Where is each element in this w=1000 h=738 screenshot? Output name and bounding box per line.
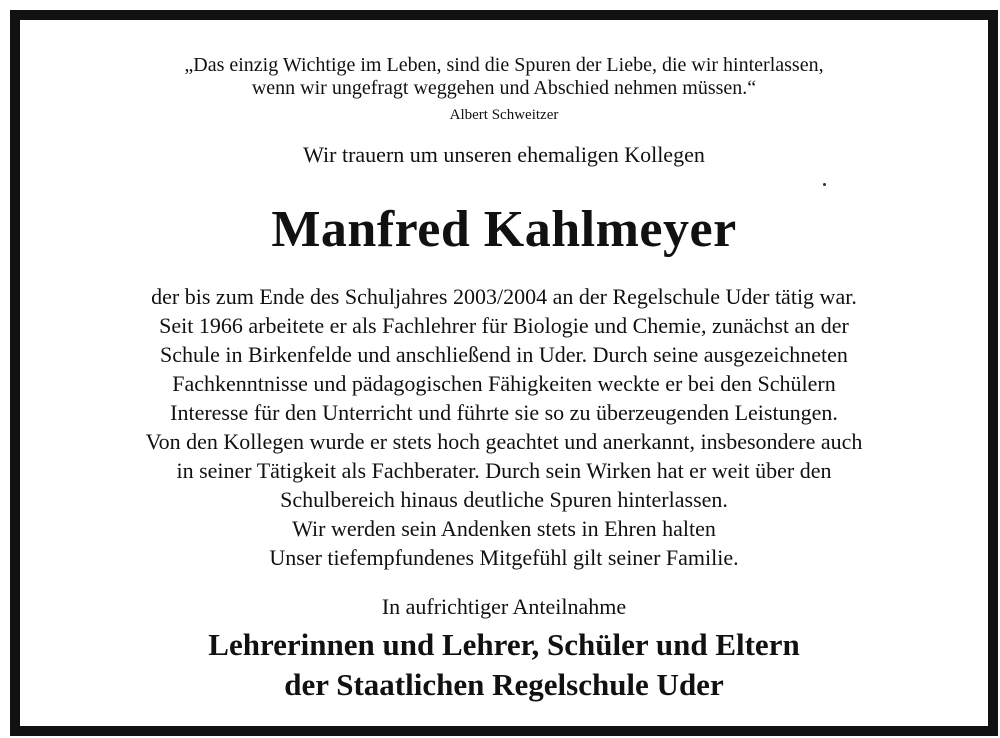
tribute-line: Schule in Birkenfelde und anschließend in Uder. Durch seine ausgezeichneten: [160, 342, 848, 367]
print-speck: [823, 183, 826, 186]
quote-author: Albert Schweitzer: [449, 107, 559, 123]
tribute-line: Von den Kollegen wurde er stets hoch geachtet und anerkannt, insbesondere auch: [145, 429, 863, 454]
tribute-line: Seit 1966 arbeitete er als Fachlehrer für Biologie und Chemie, zunächst an der: [159, 313, 849, 338]
tribute-text: [20, 282, 988, 572]
tribute-line: Interesse für den Unterricht und führte sie so zu überzeugenden Leistungen.: [170, 400, 838, 425]
obituary-content: [20, 20, 988, 726]
intro-text: Wir trauern um unseren ehemaligen Kollegen: [303, 142, 705, 167]
quote-line-2: wenn wir ungefragt weggehen und Abschied nehmen müssen.“: [251, 77, 757, 99]
tribute-line: Wir werden sein Andenken stets in Ehren halten: [292, 516, 716, 541]
condolence-text: In aufrichtiger Anteilnahme: [381, 594, 627, 619]
tribute-line: Fachkenntnisse und pädagogischen Fähigkeiten weckte er bei den Schülern: [172, 371, 836, 396]
tribute-line: Unser tiefempfundenes Mitgefühl gilt seiner Familie.: [269, 545, 739, 570]
tribute-line: Schulbereich hinaus deutliche Spuren hinterlassen.: [280, 487, 728, 512]
tribute-line: in seiner Tätigkeit als Fachberater. Durch sein Wirken hat er weit über den: [176, 458, 832, 483]
signers-block: [20, 625, 988, 705]
deceased-name: Manfred Kahlmeyer: [271, 201, 737, 258]
tribute-line: der bis zum Ende des Schuljahres 2003/2004 an der Regelschule Uder tätig war.: [151, 284, 857, 309]
signers-line-1: Lehrerinnen und Lehrer, Schüler und Eltern: [208, 627, 800, 662]
obituary-frame: [10, 10, 998, 736]
quote-line-1: „Das einzig Wichtige im Leben, sind die Spuren der Liebe, die wir hinterlassen,: [184, 54, 824, 76]
signers-line-2: der Staatlichen Regelschule Uder: [284, 667, 724, 702]
